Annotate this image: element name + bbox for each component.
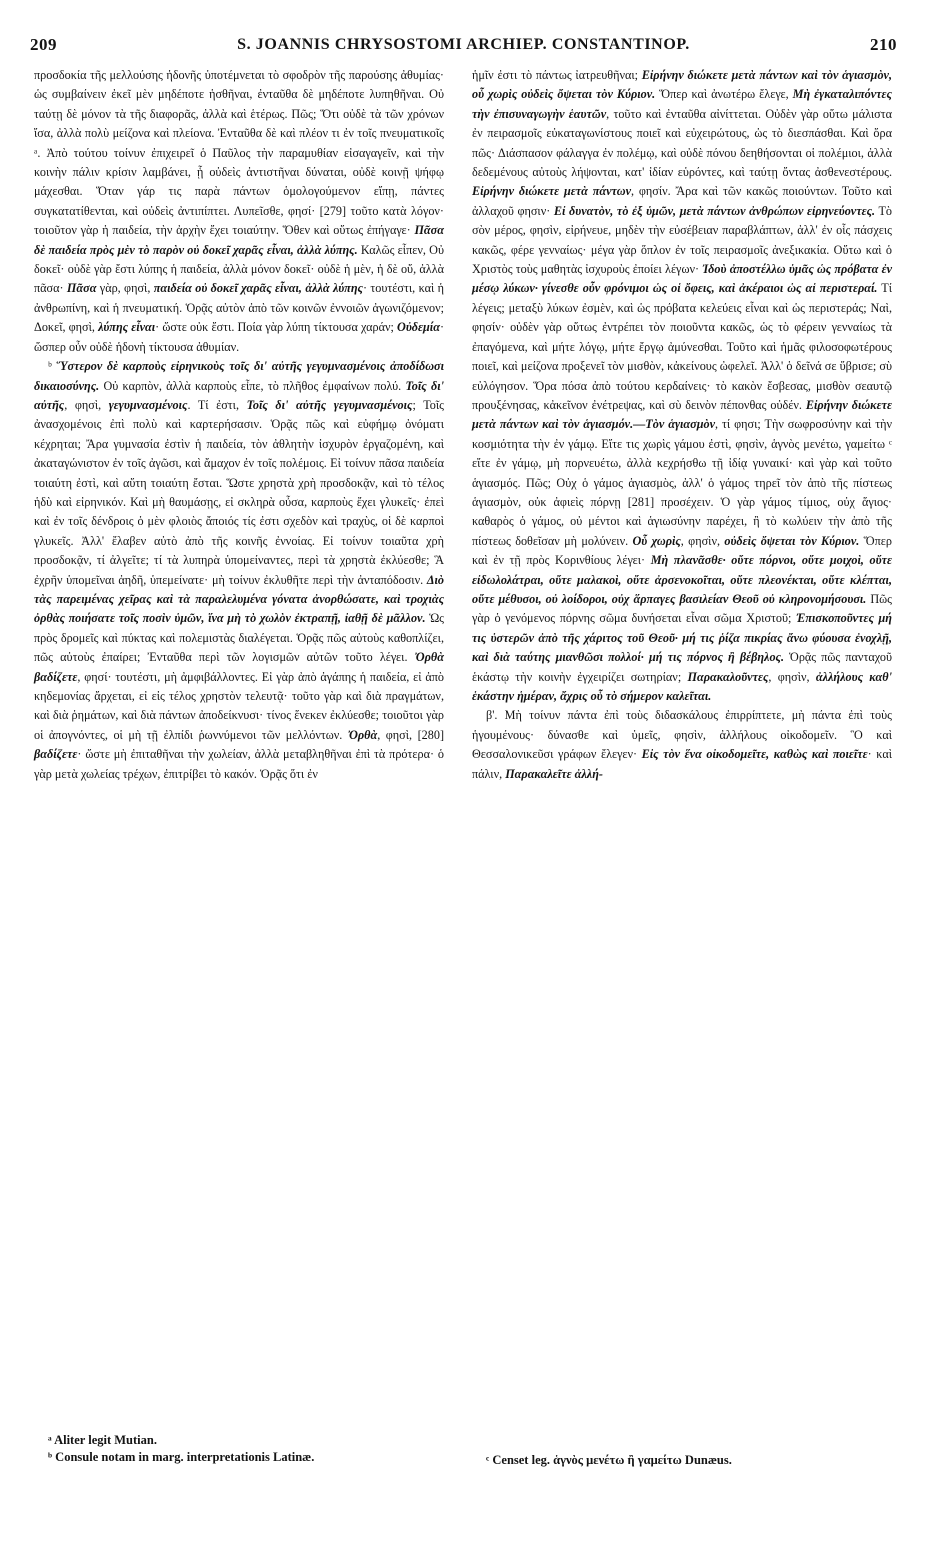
left-text-column: [34, 66, 448, 784]
text-run: Ὡς πρὸς δρομεῖς καὶ πύκτας καὶ πολεμιστὰς διαλέγεται. Ὁρᾷς πῶς αὐτοὺς καθοπλίζει, πῶς αὐτοὺς ἐπαίρει; Ἐνταῦθα περὶ τῶν λογισμῶν αὐτῶν τοῦτο λέγει.: [34, 611, 448, 665]
text-run: Τὸ σὸν μέρος, φησὶν, εἰρήνευε, μηδὲν τὴν εὐσέβειαν παραβλάπτων, ἀλλ' ἐν οἷς πάσχεις κακῶς, φέρε γενναίως· μέγα γὰρ ὅπλον ἐν τοῖς πειρασμοῖς ἀνεξικακία. Οὕτω καὶ ὁ Χριστὸς τοὺς μαθητὰς ἰσχυροὺς ἐποίει λέγων·: [472, 203, 896, 277]
footnote: ᵃ Aliter legit Mutian.: [48, 1433, 157, 1447]
quoted-scripture: Εἰ δυνατὸν, τὸ ἐξ ὑμῶν, μετὰ πάντων ἀνθρώπων εἰρηνεύοντες.: [553, 203, 876, 218]
right-page-number: 210: [869, 35, 897, 54]
text-run: γὰρ, φησὶ,: [96, 281, 154, 296]
quoted-scripture: γεγυμνασμένοις: [108, 397, 188, 412]
text-run: β'. Μὴ τοίνυν πάντα ἐπὶ τοὺς διδασκάλους ἐπιρρίπτετε, μὴ πάντα ἐπὶ τοὺς ἡγουμένους· δύνασθε καὶ ὑμεῖς, φησὶν, ἀλλήλους οἰκοδομεῖν. Ὃ καὶ Θεσσαλονικεῦσι γράφων ἔλεγεν·: [472, 708, 896, 762]
quoted-scripture: ἀλλήλους καθ' ἑκάστην ἡμέραν, ἄχρις οὗ τὸ σήμερον καλεῖται.: [472, 669, 896, 703]
quoted-scripture: Εἰρήνην διώκετε μετὰ πάντων καὶ τὸν ἁγιασμὸν, οὗ χωρὶς οὐδεὶς ὄψεται τὸν Κύριον.: [472, 68, 896, 102]
running-title: S. JOANNIS CHRYSOSTOMI ARCHIEP. CONSTANTINOP.: [237, 36, 690, 53]
text-run: , φησί· τουτέστι, μὴ ἀμφιβάλλοντες. Εἰ γὰρ ἀπὸ ἀγάπης ἡ παιδεία, εἰ ἀπὸ κηδεμονίας ἄρχεται, εἰ εἰς τέλος χρηστὸν τελευτᾷ· τοῦτο γὰρ καὶ διὰ πραγμάτων, καὶ διὰ ῥημάτων, καὶ διὰ πάντων ἀποδείκνυσι· τίνος ἕνεκεν ἐκλύεσθε; τοιοῦτοι γὰρ οἱ ἀπογνόντες, οἱ μὴ τῇ ἐλπίδι ῥωννύμενοι τῶν μελλόντων.: [34, 669, 448, 742]
text-run: , τοῦτο καὶ ἐνταῦθα αἰνίττεται. Οὐδὲν γὰρ οὕτω μάλιστα ἐν πειρασμοῖς εὐκαταγωνίστους ποιεῖ καὶ εὐχειρώτους, ὡς τὸ διεσπάσθαι. Καὶ ὅρα πῶς· Διάσπασον φάλαγγα ἐν πολέμῳ, καὶ οὐδὲ πόνου δεηθήσονται οἱ πολέμιοι, ἀλλὰ δεδεμένους αὐτοὺς λήψονται, κατ' ἰδίαν εὑρόντες, καὶ ταύτῃ ὄντας ἀσθενεστέρους.: [472, 106, 896, 180]
text-run: Ὁρᾷς πῶς πανταχοῦ ἑκάστῳ τὴν κοινὴν ἐγχειρίζει σωτηρίαν;: [472, 650, 896, 684]
quoted-scripture: Οὗ χωρὶς: [632, 533, 681, 548]
text-run: ᵃ: [34, 145, 38, 160]
quoted-scripture: Ἰδοὺ ἀποστέλλω ὑμᾶς ὡς πρόβατα ἐν μέσῳ λύκων· γίνεσθε οὖν φρόνιμοι ὡς οἱ ὄφεις, καὶ ἀκέραιοι ὡς αἱ περιστεραί.: [472, 262, 896, 296]
text-run: ; Τοῖς ἀνασχομένοις ἐπὶ πολὺ καὶ καρτερήσασιν. Ὁρᾷς πῶς καὶ εὐφήμῳ ὀνόματι κέχρηται; Ἄρα γυμνασία ἐστὶν ἡ παιδεία, τὸν ἀθλητὴν ἰσχυρὸν ἐργαζομένη, καὶ ἀκαταγώνιστον ἐν τοῖς ἀγῶσι, καὶ ἄμαχον ἐν τοῖς πολέμοις. Εἰ τοίνυν πᾶσα παιδεία τοιαύτη ἐστὶ, καὶ αὕτη τοιαύτη ἔσται. Ὥστε χρηστὰ χρὴ προσδοκᾷν, καὶ τὸ τέλος ἡδὺ καὶ εἰρηνικόν. Καὶ μὴ θαυμάσῃς, εἰ σκληρὰ οὖσα, καρποὺς ἔχει γλυκεῖς· ἐπεὶ καὶ ἐν τοῖς δένδροις ὁ μὲν φλοιὸς ἄποιός τίς ἐστι σχεδὸν καὶ τραχὺς, οἱ δὲ καρποὶ γλυκεῖς. Ἀλλ' ἔλαβεν αὐτὸ ἀπὸ τῆς κοινῆς ἐννοίας. Εἰ τοίνυν τοιαῦτα χρὴ προσδοκᾷν, τί ἀλγεῖτε; τί τὰ λυπηρὰ ὑπομείναντες, περὶ τὰ χρηστὰ ἐκλύεσθε; Ἃ ἐχρῆν ὑπομεῖναι ἀηδῆ, ὑπεμείνατε· μὴ τοίνυν ἐκλυθῆτε περὶ τὴν ἀνταπόδοσιν.: [34, 397, 448, 587]
quoted-scripture: Διὸ τὰς παρειμένας χεῖρας καὶ τὰ παραλελυμένα γόνατα ἀνορθώσατε, καὶ τροχιὰς ὀρθὰς ποιήσατε τοῖς ποσὶν ὑμῶν, ἵνα μὴ τὸ χωλὸν ἐκτραπῇ, ἰαθῇ δὲ μᾶλλον.: [34, 572, 448, 626]
text-run: ἡμῖν ἐστι τὸ πάντως ἰατρευθῆναι;: [472, 68, 642, 82]
text-run: , φησὶν,: [680, 533, 725, 548]
quoted-scripture: Ὕστερον δὲ καρποὺς εἰρηνικοὺς τοῖς δι' αὐτῆς γεγυμνασμένοις ἀποδίδωσι δικαιοσύνης.: [34, 359, 448, 393]
text-run: . Τί ἐστι,: [187, 397, 247, 412]
quoted-scripture: Μὴ πλανᾶσθε· οὔτε πόρνοι, οὔτε μοιχοὶ, οὔτε εἰδωλολάτραι, οὔτε μαλακοὶ, οὔτε ἀρσενοκοῖται, οὔτε πλεονέκται, οὔτε κλέπται, οὔτε μέθυσοι, οὐ λοίδοροι, οὐχ ἅρπαγες βασιλείαν Θεοῦ οὐ κληρονομήσουσι.: [472, 553, 896, 606]
footnote: ᵇ Consule notam in marg. interpretationis Latinæ.: [48, 1450, 315, 1464]
paragraph: [472, 706, 896, 784]
left-page-number: 209: [30, 35, 57, 54]
right-footnotes: [486, 1452, 886, 1469]
text-run: · ὥστε μὴ ἐπιταθῆναι τὴν χωλείαν, ἀλλὰ μεταβληθῆναι ἐπὶ τὰ πρότερα· ὁ γὰρ μετὰ χωλείας τρέχων, ἐπιτρίβει τὸ κακόν. Ὁρᾷς ὅτι ἐν: [34, 747, 448, 781]
text-run: , τί φησι; Τὴν σωφροσύνην καὶ τὴν κοσμιότητα τὴν ἐν γάμῳ. Εἴτε τις χωρὶς γάμου ἐστὶ, φησὶν, ἁγνὸς μενέτω, γαμείτω: [472, 417, 896, 451]
quoted-scripture: Οὐδεμία: [397, 320, 440, 335]
page-header: [30, 30, 897, 60]
text-run: προσδοκία τῆς μελλούσης ἡδονῆς ὑποτέμνεται τὸ σφοδρὸν τῆς παρούσης ἀθυμίας· ὡς συμβαίνειν ἐκεῖ μὲν μηδέποτε ἡσθῆναι, ἐνταῦθα δὲ μηδέποτε λυπηθῆναι. Οὐ ταύτῃ δὲ μόνον τὰ τῆς διαφορᾶς, ἀλλὰ καὶ ἑτέρως. Πῶς; Ὅτι οὐδὲ τὰ τῶν χρόνων ἴσα, ἀλλὰ πολὺ μείζονα καὶ πλείονα. Ἐνταῦθα δὲ καὶ πλέον τι ἐν τοῖς πνευματικοῖς: [34, 68, 448, 141]
text-run: · καὶ πάλιν,: [472, 747, 896, 781]
quoted-scripture: Μὴ ἐγκαταλιπόντες τὴν ἐπισυναγωγὴν ἑαυτῶν: [472, 87, 896, 121]
quoted-scripture: λύπης εἶναι: [98, 320, 156, 335]
text-run: Ὅπερ καὶ ἀνωτέρω ἔλεγε,: [655, 87, 793, 102]
quoted-scripture: Παρακαλοῦντες: [687, 669, 769, 684]
quoted-scripture: οὐδεὶς ὄψεται τὸν Κύριον.: [724, 533, 860, 548]
text-run: Τί λέγεις; μεταξὺ λύκων ἐσμὲν, καὶ ὡς πρόβατα κελεύεις εἶναι καὶ ὡς περιστεράς; Ναὶ, φησίν· οὐδὲν γὰρ οὕτως ἐντρέπει τὸν ποιοῦντα κακῶς, ὡς τὸ φέρειν γενναίως τὰ ἐπαγόμενα, καὶ μήτε λόγῳ, μήτε ἔργῳ ἀμύνεσθαι. Τοῦτο καὶ ἡμᾶς φιλοσοφωτέρους ποιεῖ, καὶ μείζονα προξενεῖ τὸν μισθὸν, κἀκείνους ὠφελεῖ. Ἀλλ' ὁ δεῖνά σε ὕβρισε; σὺ εὐλόγησον. Ὅρα πόσα ἀπὸ τούτου κερδαίνεις· τὸ κακὸν ἔσβεσας, μισθὸν σεαυτῷ προυξένησας, κἀκεῖνον ἐνέτρεψας, καὶ σὺ δεινὸν πέπονθας οὐδέν.: [472, 281, 896, 412]
text-run: . Ἀπὸ τούτου τοίνυν ἐπιχειρεῖ ὁ Παῦλος τὴν παραμυθίαν εἰσαγαγεῖν, καὶ τὴν κοινὴν πάλιν κρίσιν λαμβάνει, ᾗ οὐδεὶς ἀντιστῆναι δύναται, οὐδὲ κοινῇ ψήφῳ μάχεσθαι. Ὅταν γάρ τις παρὰ πάντων ὁμολογούμενον εἴπῃ, πάντες συγκατατίθενται, καὶ οὐδεὶς ἀντιπίπτει. Λυπεῖσθε, φησί· [279] τοῦτο κατὰ λόγον· τοιοῦτον γὰρ ἡ παιδεία, τὴν ἀρχὴν ἔχει τοιαύτην. Ὅθεν καὶ οὕτως ἐπήγαγε·: [34, 145, 448, 238]
quoted-scripture: Τοῖς δι' αὐτῆς: [34, 378, 448, 412]
paragraph: [34, 357, 448, 784]
quoted-scripture: Τοῖς δι' αὐτῆς γεγυμνασμένοις: [246, 397, 413, 412]
quoted-scripture: Ὀρθὰ: [347, 727, 378, 742]
text-run: Πῶς γὰρ ὁ γενόμενος πόρνης σῶμα δυνήσεται εἶναι σῶμα Χριστοῦ;: [472, 591, 896, 626]
text-run: Καλῶς εἶπεν, Οὐ δοκεῖ· οὐδὲ γὰρ ἔστι λύπης ἡ παιδεία, ἀλλὰ μόνον δοκεῖ· οὐδὲ ἡ μὲν, ἡ δὲ οὔ, ἀλλὰ πᾶσα·: [34, 242, 448, 296]
quoted-scripture: βαδίζετε: [34, 747, 78, 762]
text-run: · ὥστε οὐκ ἔστι. Ποία γὰρ λύπη τίκτουσα χαράν;: [155, 320, 398, 335]
text-run: ᵇ: [48, 359, 57, 374]
text-run: , φησὶ, [280]: [377, 727, 448, 742]
quoted-scripture: Ἐπισκοποῦντες μή τις ὑστερῶν ἀπὸ τῆς χάριτος τοῦ Θεοῦ· μή τις ῥίζα πικρίας ἄνω φύουσα ἐνοχλῇ, καὶ διὰ ταύτης μιανθῶσι πολλοί· μή τις πόρνος ἢ βέβηλος.: [472, 611, 896, 665]
text-run: · ὥσπερ οὖν οὐδὲ ἡδονὴ τίκτουσα ἀθυμίαν.: [34, 320, 448, 354]
quoted-scripture: Εἰρήνην διώκετε μετὰ πάντων: [472, 184, 631, 199]
text-run: , φησὶν,: [768, 669, 816, 684]
text-run: , φησὶ,: [64, 397, 109, 412]
quoted-scripture: Εἰς τὸν ἕνα οἰκοδομεῖτε, καθὼς καὶ ποιεῖτε: [641, 747, 868, 762]
quoted-scripture: Εἰρήνην διώκετε μετὰ πάντων καὶ τὸν ἁγιασμόν.—Τὸν ἁγιασμὸν: [472, 397, 896, 432]
quoted-scripture: Ὀρθὰ βαδίζετε: [34, 650, 448, 684]
quoted-scripture: Πᾶσα: [66, 281, 97, 296]
paragraph: [472, 66, 896, 706]
text-run: · τουτέστι, καὶ ἡ ἀνθρωπίνη, καὶ ἡ πνευματική. Ὁρᾷς αὐτὸν ἀπὸ τῶν κοινῶν ἐννοιῶν ἀγωνιζόμενον; Δοκεῖ, φησὶ,: [34, 281, 448, 335]
text-run: Οὐ καρπὸν, ἀλλὰ καρποὺς εἶπε, τὸ πλῆθος ἐμφαίνων πολύ.: [99, 378, 406, 393]
text-run: ᶜ: [888, 436, 892, 451]
quoted-scripture: παιδεία οὐ δοκεῖ χαρᾶς εἶναι, ἀλλὰ λύπης: [153, 281, 363, 296]
quoted-scripture: Παρακαλεῖτε ἀλλή-: [505, 766, 603, 781]
paragraph: [34, 66, 448, 357]
text-run: εἴτε ἐν γάμῳ, μὴ πορνευέτω, ἀλλὰ κεχρήσθω τῇ ἰδίᾳ γυναικί· καὶ γὰρ καὶ τοῦτο ἁγιασμός. Πῶς; Οὐχ ὁ γάμος ἁγιασμὸς, ἀλλ' ὁ γάμος τηρεῖ τὸν ἀπὸ τῆς πίστεως ἁγιασμὸν, οὐκ ἀφιεὶς πόρνῃ [281] προσέχειν. Ὁ γὰρ γάμος τίμιος, οὐχ ἅγιος· καθαρὸς ὁ γάμος, οὐ μέντοι καὶ ἁγιωσύνην παρέχει, ἢ τὸ κωλύειν τὴν ἀπὸ τῆς πίστεως δοθεῖσαν μὴ μολύνειν.: [472, 436, 896, 548]
text-run: , φησίν. Ἄρα καὶ τῶν κακῶς ποιούντων. Τοῦτο καὶ ἀλλαχοῦ φησιν·: [472, 184, 896, 218]
left-footnotes: [48, 1432, 448, 1466]
footnote: ᶜ Censet leg. ἁγνὸς μενέτω ἢ γαμείτω Dunæus.: [486, 1453, 732, 1467]
quoted-scripture: Πᾶσα δὲ παιδεία πρὸς μὲν τὸ παρὸν οὐ δοκεῖ χαρᾶς εἶναι, ἀλλὰ λύπης.: [34, 223, 448, 257]
right-text-column: [472, 66, 896, 784]
text-run: Ὅπερ καὶ ἐν τῇ πρὸς Κορινθίους λέγει·: [472, 533, 896, 568]
